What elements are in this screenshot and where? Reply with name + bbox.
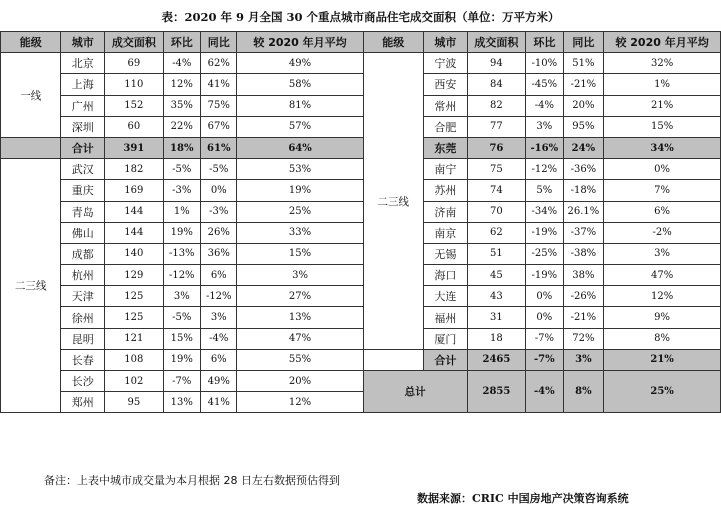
- cell-yoy: 51%: [563, 53, 604, 74]
- cell-city: 常州: [423, 95, 467, 116]
- cell-mom: -4%: [526, 95, 564, 116]
- cell-yoy: 6%: [201, 265, 237, 286]
- table-row: [1, 286, 721, 307]
- header-area: 成交面积: [105, 32, 163, 53]
- cell-mom: -45%: [526, 74, 564, 95]
- cell-yoy: 75%: [201, 95, 237, 116]
- cell-vs-avg: 6%: [604, 201, 721, 222]
- cell-mom: -13%: [163, 243, 201, 264]
- cell-vs-avg: 0%: [604, 159, 721, 180]
- cell-city: 福州: [423, 307, 467, 328]
- cell-mom: 12%: [163, 74, 201, 95]
- cell-mom: -5%: [163, 159, 201, 180]
- cell-city: 苏州: [423, 180, 467, 201]
- cell-mom: -4%: [163, 53, 201, 74]
- table-row: [1, 371, 721, 392]
- cell-vs-avg: -2%: [604, 222, 721, 243]
- cell-vs-avg: 9%: [604, 307, 721, 328]
- cell-area: 31: [467, 307, 525, 328]
- header-city: 城市: [423, 32, 467, 53]
- cell-city: 南宁: [423, 159, 467, 180]
- cell-mom: -19%: [526, 222, 564, 243]
- table-row: [1, 349, 721, 370]
- cell-yoy: -21%: [563, 74, 604, 95]
- cell-vs-avg: 21%: [604, 349, 721, 370]
- cell-city: 厦门: [423, 328, 467, 349]
- cell-city: 杭州: [61, 265, 105, 286]
- cell-yoy: 41%: [201, 74, 237, 95]
- tier-label-blank: [1, 137, 61, 158]
- cell-yoy: -26%: [563, 286, 604, 307]
- table-row: [1, 201, 721, 222]
- cell-city: 大连: [423, 286, 467, 307]
- header-vs-avg: 较 2020 年月平均: [604, 32, 721, 53]
- cell-area: 43: [467, 286, 525, 307]
- header-city: 城市: [61, 32, 105, 53]
- cell-vs-avg: 12%: [237, 392, 363, 413]
- table-row: [1, 265, 721, 286]
- cell-area: 60: [105, 116, 163, 137]
- grand-total-mom: -4%: [526, 371, 564, 413]
- cell-vs-avg: 47%: [237, 328, 363, 349]
- cell-city: 东莞: [423, 137, 467, 158]
- cell-yoy: 41%: [201, 392, 237, 413]
- header-tier: 能级: [363, 32, 423, 53]
- header-area: 成交面积: [467, 32, 525, 53]
- cell-mom: 0%: [526, 307, 564, 328]
- cell-yoy: 38%: [563, 265, 604, 286]
- cell-city: 合肥: [423, 116, 467, 137]
- cell-mom: 0%: [526, 286, 564, 307]
- cell-vs-avg: 33%: [237, 222, 363, 243]
- tier-label: 二三线: [1, 159, 61, 413]
- data-table: [0, 31, 721, 413]
- cell-area: 18: [467, 328, 525, 349]
- cell-mom: -3%: [163, 180, 201, 201]
- cell-area: 94: [467, 53, 525, 74]
- cell-vs-avg: 25%: [237, 201, 363, 222]
- cell-vs-avg: 12%: [604, 286, 721, 307]
- cell-mom: -25%: [526, 243, 564, 264]
- cell-mom: 19%: [163, 349, 201, 370]
- cell-area: 152: [105, 95, 163, 116]
- table-row: [1, 180, 721, 201]
- cell-yoy: 0%: [201, 180, 237, 201]
- cell-mom: -16%: [526, 137, 564, 158]
- cell-vs-avg: 49%: [237, 53, 363, 74]
- cell-area: 144: [105, 222, 163, 243]
- cell-yoy: 3%: [201, 307, 237, 328]
- cell-vs-avg: 15%: [604, 116, 721, 137]
- data-source: 数据来源：CRIC 中国房地产决策咨询系统: [417, 492, 629, 505]
- cell-city: 宁波: [423, 53, 467, 74]
- table-title: 表：2020 年 9 月全国 30 个重点城市商品住宅成交面积（单位：万平方米）: [161, 10, 560, 24]
- cell-yoy: -12%: [201, 286, 237, 307]
- cell-area: 95: [105, 392, 163, 413]
- cell-yoy: 61%: [201, 137, 237, 158]
- cell-yoy: 24%: [563, 137, 604, 158]
- cell-area: 182: [105, 159, 163, 180]
- cell-yoy: 20%: [563, 95, 604, 116]
- total-label: 合计: [61, 137, 105, 158]
- cell-city: 南京: [423, 222, 467, 243]
- cell-area: 108: [105, 349, 163, 370]
- cell-vs-avg: 19%: [237, 180, 363, 201]
- cell-mom: 3%: [163, 286, 201, 307]
- cell-area: 75: [467, 159, 525, 180]
- cell-vs-avg: 53%: [237, 159, 363, 180]
- cell-yoy: -21%: [563, 307, 604, 328]
- table-row: [1, 159, 721, 180]
- cell-mom: -10%: [526, 53, 564, 74]
- cell-mom: 22%: [163, 116, 201, 137]
- cell-city: 武汉: [61, 159, 105, 180]
- cell-mom: -12%: [163, 265, 201, 286]
- table-row: [1, 53, 721, 74]
- cell-vs-avg: 13%: [237, 307, 363, 328]
- cell-vs-avg: 47%: [604, 265, 721, 286]
- cell-mom: 1%: [163, 201, 201, 222]
- cell-area: 140: [105, 243, 163, 264]
- cell-mom: 13%: [163, 392, 201, 413]
- table-row: [1, 328, 721, 349]
- cell-vs-avg: 81%: [237, 95, 363, 116]
- cell-mom: 3%: [526, 116, 564, 137]
- grand-total-label: 总计: [363, 371, 467, 413]
- cell-city: 长沙: [61, 371, 105, 392]
- cell-vs-avg: 7%: [604, 180, 721, 201]
- cell-yoy: -38%: [563, 243, 604, 264]
- cell-yoy: -5%: [201, 159, 237, 180]
- cell-area: 125: [105, 286, 163, 307]
- cell-yoy: 36%: [201, 243, 237, 264]
- cell-area: 125: [105, 307, 163, 328]
- cell-mom: 19%: [163, 222, 201, 243]
- cell-yoy: 3%: [563, 349, 604, 370]
- cell-yoy: -3%: [201, 201, 237, 222]
- cell-area: 74: [467, 180, 525, 201]
- cell-vs-avg: 58%: [237, 74, 363, 95]
- cell-city: 济南: [423, 201, 467, 222]
- table-row: [1, 243, 721, 264]
- cell-area: 144: [105, 201, 163, 222]
- cell-vs-avg: 27%: [237, 286, 363, 307]
- cell-vs-avg: 21%: [604, 95, 721, 116]
- cell-area: 169: [105, 180, 163, 201]
- header-vs-avg: 较 2020 年月平均: [237, 32, 363, 53]
- cell-city: 西安: [423, 74, 467, 95]
- cell-city: 长春: [61, 349, 105, 370]
- cell-area: 45: [467, 265, 525, 286]
- tier-label: 一线: [1, 53, 61, 138]
- cell-area: 51: [467, 243, 525, 264]
- total-row: [1, 137, 721, 158]
- header-yoy: 同比: [201, 32, 237, 53]
- cell-city: 郑州: [61, 392, 105, 413]
- cell-yoy: 67%: [201, 116, 237, 137]
- total-label: 合计: [423, 349, 467, 370]
- cell-yoy: -36%: [563, 159, 604, 180]
- cell-mom: -5%: [163, 307, 201, 328]
- cell-city: 青岛: [61, 201, 105, 222]
- cell-vs-avg: 64%: [237, 137, 363, 158]
- cell-vs-avg: 3%: [237, 265, 363, 286]
- footnote: 备注：上表中城市成交量为本月根据 28 日左右数据预估得到: [44, 474, 340, 487]
- cell-area: 121: [105, 328, 163, 349]
- cell-vs-avg: 8%: [604, 328, 721, 349]
- cell-yoy: 6%: [201, 349, 237, 370]
- table-row: [1, 307, 721, 328]
- cell-mom: -12%: [526, 159, 564, 180]
- cell-mom: -7%: [163, 371, 201, 392]
- cell-city: 天津: [61, 286, 105, 307]
- cell-vs-avg: 20%: [237, 371, 363, 392]
- cell-vs-avg: 57%: [237, 116, 363, 137]
- grand-total-yoy: 8%: [563, 371, 604, 413]
- tier-label: 二三线: [363, 53, 423, 350]
- cell-city: 无锡: [423, 243, 467, 264]
- header-mom: 环比: [526, 32, 564, 53]
- cell-yoy: 26.1%: [563, 201, 604, 222]
- cell-yoy: 49%: [201, 371, 237, 392]
- cell-area: 391: [105, 137, 163, 158]
- cell-city: 重庆: [61, 180, 105, 201]
- table-row: [1, 222, 721, 243]
- header-tier: 能级: [1, 32, 61, 53]
- cell-yoy: 26%: [201, 222, 237, 243]
- table-row: [1, 95, 721, 116]
- header-row: [1, 32, 721, 53]
- cell-city: 海口: [423, 265, 467, 286]
- cell-city: 上海: [61, 74, 105, 95]
- grand-total-vs-avg: 25%: [604, 371, 721, 413]
- cell-mom: -19%: [526, 265, 564, 286]
- cell-yoy: -37%: [563, 222, 604, 243]
- cell-area: 82: [467, 95, 525, 116]
- cell-yoy: -18%: [563, 180, 604, 201]
- cell-vs-avg: 15%: [237, 243, 363, 264]
- cell-yoy: -4%: [201, 328, 237, 349]
- cell-city: 徐州: [61, 307, 105, 328]
- cell-mom: -7%: [526, 328, 564, 349]
- cell-area: 2465: [467, 349, 525, 370]
- cell-city: 昆明: [61, 328, 105, 349]
- cell-yoy: 62%: [201, 53, 237, 74]
- cell-city: 广州: [61, 95, 105, 116]
- header-mom: 环比: [163, 32, 201, 53]
- cell-area: 102: [105, 371, 163, 392]
- cell-city: 北京: [61, 53, 105, 74]
- table-row: [1, 74, 721, 95]
- cell-vs-avg: 34%: [604, 137, 721, 158]
- cell-yoy: 72%: [563, 328, 604, 349]
- cell-area: 76: [467, 137, 525, 158]
- cell-area: 62: [467, 222, 525, 243]
- cell-city: 深圳: [61, 116, 105, 137]
- cell-mom: 18%: [163, 137, 201, 158]
- cell-vs-avg: 3%: [604, 243, 721, 264]
- cell-mom: -34%: [526, 201, 564, 222]
- header-yoy: 同比: [563, 32, 604, 53]
- cell-area: 129: [105, 265, 163, 286]
- cell-mom: 15%: [163, 328, 201, 349]
- cell-area: 77: [467, 116, 525, 137]
- cell-area: 69: [105, 53, 163, 74]
- cell-area: 110: [105, 74, 163, 95]
- cell-vs-avg: 55%: [237, 349, 363, 370]
- cell-mom: -7%: [526, 349, 564, 370]
- cell-vs-avg: 32%: [604, 53, 721, 74]
- table-row: [1, 116, 721, 137]
- cell-mom: 5%: [526, 180, 564, 201]
- tier-label-blank: [363, 349, 423, 370]
- cell-vs-avg: 1%: [604, 74, 721, 95]
- grand-total-area: 2855: [467, 371, 525, 413]
- cell-area: 70: [467, 201, 525, 222]
- cell-area: 84: [467, 74, 525, 95]
- cell-yoy: 95%: [563, 116, 604, 137]
- cell-city: 成都: [61, 243, 105, 264]
- cell-mom: 35%: [163, 95, 201, 116]
- cell-city: 佛山: [61, 222, 105, 243]
